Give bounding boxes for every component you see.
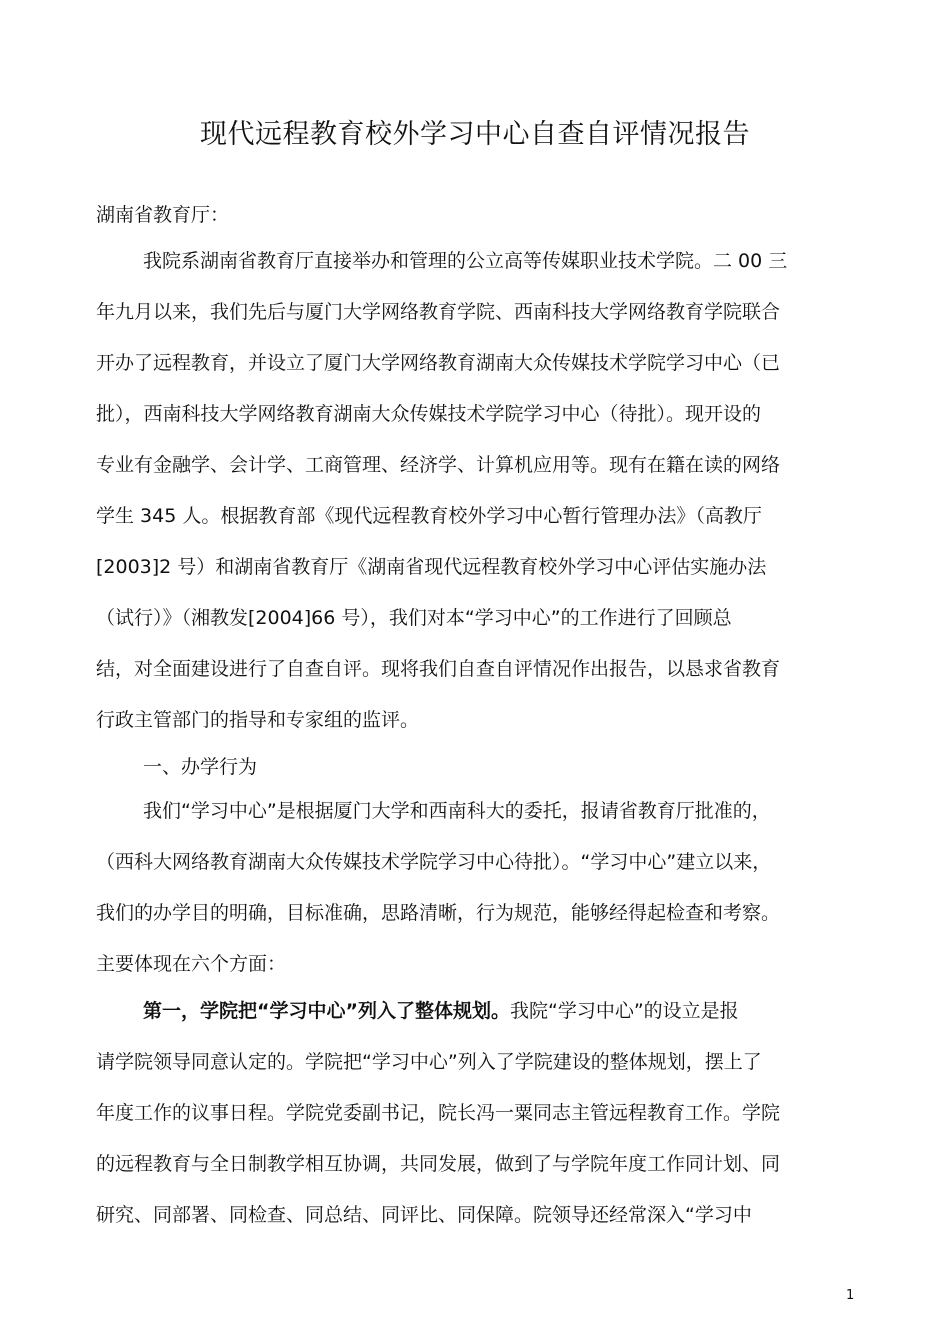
page-number: 1 [846, 1288, 855, 1303]
paragraph-line: 请学院领导同意认定的。学院把“学习中心”列入了学院建设的整体规划，摆上了 [96, 1051, 762, 1073]
paragraph-line: 研究、同部署、同检查、同总结、同评比、同保障。院领导还经常深入“学习中 [96, 1204, 752, 1226]
paragraph-line: 我院系湖南省教育厅直接举办和管理的公立高等传媒职业技术学院。二 00 三 [143, 250, 788, 272]
document-title: 现代远程教育校外学习中心自查自评情况报告 [200, 119, 750, 150]
paragraph-line: 结，对全面建设进行了自查自评。现将我们自查自评情况作出报告，以恳求省教育 [96, 658, 781, 680]
paragraph-line: 的远程教育与全日制教学相互协调，共同发展，做到了与学院年度工作同计划、同 [96, 1153, 781, 1175]
point1-paragraph [96, 986, 886, 1241]
paragraph-line: 我们的办学目的明确，目标准确，思路清晰，行为规范，能够经得起检查和考察。 [96, 902, 781, 924]
section-heading: 一、办学行为 [143, 756, 258, 778]
paragraph-line: 批），西南科技大学网络教育湖南大众传媒技术学院学习中心（待批）。现开设的 [96, 403, 762, 425]
salutation: 湖南省教育厅： [96, 204, 230, 226]
section1-paragraph [96, 786, 886, 990]
paragraph-line: 主要体现在六个方面： [96, 953, 287, 975]
paragraph-line: 我们“学习中心”是根据厦门大学和西南科大的委托，报请省教育厅批准的， [143, 800, 771, 822]
paragraph-line: 专业有金融学、会计学、工商管理、经济学、计算机应用等。现有在籍在读的网络 [96, 454, 781, 476]
paragraph-line: （试行）》（湘教发[2004]66 号），我们对本“学习中心”的工作进行了回顾总 [96, 607, 732, 629]
paragraph-line: 年九月以来，我们先后与厦门大学网络教育学院、西南科技大学网络教育学院联合 [96, 301, 781, 323]
paragraph-line: （西科大网络教育湖南大众传媒技术学院学习中心待批）。“学习中心”建立以来， [96, 851, 772, 873]
point1-bold-lead: 第一，学院把“学习中心”列入了整体规划。 [143, 1000, 510, 1022]
paragraph-line: 学生 345 人。根据教育部《现代远程教育校外学习中心暂行管理办法》（高教厅 [96, 505, 762, 527]
intro-paragraph [96, 236, 886, 746]
paragraph-line: 行政主管部门的指导和专家组的监评。 [96, 709, 420, 731]
point1-text: 我院“学习中心”的设立是报 [509, 1000, 739, 1022]
paragraph-line: [2003]2 号）和湖南省教育厅《湖南省现代远程教育校外学习中心评估实施办法 [96, 556, 767, 578]
paragraph-line: 开办了远程教育，并设立了厦门大学网络教育湖南大众传媒技术学院学习中心（已 [96, 352, 781, 374]
paragraph-line [96, 986, 886, 1037]
paragraph-line: 年度工作的议事日程。学院党委副书记，院长冯一粟同志主管远程教育工作。学院 [96, 1102, 781, 1124]
